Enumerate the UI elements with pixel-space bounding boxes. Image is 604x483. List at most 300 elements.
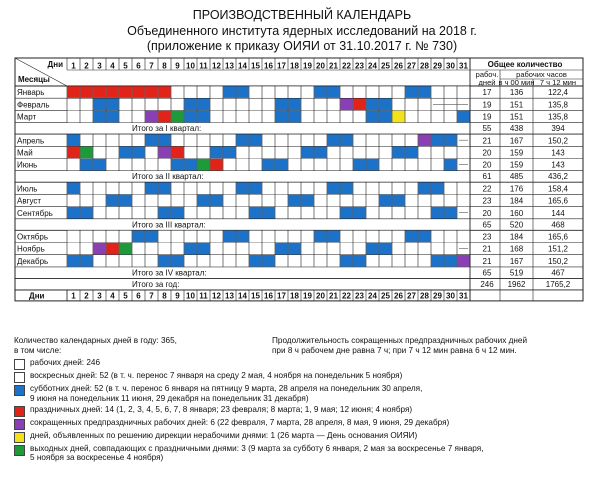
page-subtitle: Объединенного института ядерных исследований на 2018 г. xyxy=(127,23,477,38)
day-cell xyxy=(132,207,144,219)
day-cell xyxy=(236,207,248,219)
month-hours-7h: 135,8 xyxy=(547,112,569,122)
day-cell xyxy=(314,183,326,195)
day-cell xyxy=(93,207,105,219)
quarter-hours-7h: 394 xyxy=(551,124,565,134)
day-cell xyxy=(444,207,456,219)
day-number-footer: 14 xyxy=(238,291,247,301)
day-cell xyxy=(314,243,326,255)
day-number-footer: 23 xyxy=(355,291,364,301)
day-number-header: 8 xyxy=(162,61,167,71)
day-cell xyxy=(444,183,456,195)
day-cell xyxy=(184,86,196,98)
day-cell xyxy=(379,183,391,195)
day-cell xyxy=(340,243,352,255)
legend-swatch xyxy=(14,359,25,370)
day-number-header: 23 xyxy=(355,61,364,71)
day-cell xyxy=(236,195,248,207)
day-cell xyxy=(184,231,196,243)
day-number-header: 3 xyxy=(97,61,102,71)
day-cell xyxy=(314,207,326,219)
day-cell xyxy=(249,111,261,123)
day-cell xyxy=(249,159,261,171)
day-cell xyxy=(119,207,131,219)
day-cell xyxy=(236,183,248,195)
day-cell xyxy=(210,147,222,159)
month-name: Август xyxy=(17,196,42,206)
day-cell xyxy=(67,231,79,243)
day-cell xyxy=(288,134,300,146)
day-cell xyxy=(158,99,170,111)
day-cell xyxy=(106,134,118,146)
legend-swatch xyxy=(14,406,25,417)
legend-swatch xyxy=(14,372,25,383)
month-workdays: 23 xyxy=(482,196,492,206)
day-cell xyxy=(405,86,417,98)
day-cell xyxy=(405,111,417,123)
day-cell xyxy=(444,243,456,255)
day-cell xyxy=(171,183,183,195)
day-cell xyxy=(392,207,404,219)
day-cell xyxy=(340,134,352,146)
day-cell xyxy=(119,183,131,195)
day-cell xyxy=(301,207,313,219)
month-hours-7h: 143 xyxy=(551,160,565,170)
month-workdays: 21 xyxy=(482,136,492,146)
day-cell xyxy=(340,99,352,111)
day-cell xyxy=(366,134,378,146)
day-cell xyxy=(392,111,404,123)
month-hours-8h: 159 xyxy=(509,148,524,158)
day-cell xyxy=(444,86,456,98)
day-cell xyxy=(431,183,443,195)
day-cell xyxy=(80,86,92,98)
day-cell xyxy=(262,195,274,207)
day-cell xyxy=(262,231,274,243)
day-number-footer: 2 xyxy=(84,291,89,301)
day-cell xyxy=(327,99,339,111)
day-cell xyxy=(301,111,313,123)
day-number-footer: 26 xyxy=(394,291,403,301)
day-cell xyxy=(80,243,92,255)
day-number-footer: 5 xyxy=(123,291,128,301)
quarter-hours-7h: 468 xyxy=(551,220,565,230)
day-cell xyxy=(158,207,170,219)
day-cell xyxy=(210,207,222,219)
day-cell xyxy=(366,255,378,267)
col-hours-label: рабочих часов xyxy=(516,70,567,79)
quarter-total-label: Итого за II квартал: xyxy=(132,172,204,182)
day-cell xyxy=(184,99,196,111)
day-cell xyxy=(392,99,404,111)
legend-text: воскресных дней: 52 (в т. ч. перенос 7 января на среду 2 мая, 4 ноября на понедельник 5 ноября) xyxy=(30,371,403,380)
day-cell xyxy=(119,159,131,171)
order-reference: (приложение к приказу ОИЯИ от 31.10.2017 г. № 730) xyxy=(146,39,458,53)
day-cell xyxy=(197,134,209,146)
day-cell xyxy=(119,86,131,98)
day-cell xyxy=(67,111,79,123)
day-cell xyxy=(457,231,469,243)
day-number-header: 20 xyxy=(316,61,325,71)
day-cell xyxy=(379,195,391,207)
day-cell xyxy=(431,111,443,123)
day-cell xyxy=(301,134,313,146)
day-cell xyxy=(327,111,339,123)
day-cell xyxy=(223,243,235,255)
day-cell xyxy=(223,183,235,195)
day-cell xyxy=(145,243,157,255)
day-number-footer: 21 xyxy=(329,291,338,301)
day-cell xyxy=(288,255,300,267)
day-cell xyxy=(262,243,274,255)
day-cell xyxy=(379,243,391,255)
day-cell xyxy=(171,134,183,146)
day-cell xyxy=(366,111,378,123)
day-number-header: 28 xyxy=(420,61,429,71)
col-workdays-label: дней xyxy=(478,78,496,87)
month-workdays: 19 xyxy=(482,100,492,110)
day-cell xyxy=(210,255,222,267)
day-cell xyxy=(366,159,378,171)
day-cell xyxy=(275,99,287,111)
day-cell xyxy=(288,147,300,159)
day-cell xyxy=(275,86,287,98)
day-number-header: 18 xyxy=(290,61,299,71)
day-cell xyxy=(301,99,313,111)
day-cell xyxy=(145,86,157,98)
day-cell xyxy=(314,195,326,207)
year-hours-8h: 1962 xyxy=(507,279,526,289)
month-hours-8h: 167 xyxy=(509,136,524,146)
day-cell xyxy=(366,147,378,159)
year-workdays: 246 xyxy=(480,279,494,289)
day-cell xyxy=(327,86,339,98)
day-number-footer: 16 xyxy=(264,291,273,301)
day-cell xyxy=(301,183,313,195)
day-number-header: 24 xyxy=(368,61,377,71)
day-cell xyxy=(184,183,196,195)
day-cell xyxy=(418,243,430,255)
day-cell xyxy=(80,99,92,111)
day-cell xyxy=(288,111,300,123)
day-cell xyxy=(67,183,79,195)
month-workdays: 19 xyxy=(482,112,492,122)
day-cell xyxy=(236,159,248,171)
day-cell xyxy=(106,111,118,123)
day-cell xyxy=(301,195,313,207)
day-cell xyxy=(67,147,79,159)
day-cell xyxy=(327,207,339,219)
day-cell xyxy=(210,86,222,98)
month-hours-8h: 160 xyxy=(509,208,524,218)
day-number-footer: 20 xyxy=(316,291,325,301)
day-cell xyxy=(366,99,378,111)
day-number-footer: 24 xyxy=(368,291,377,301)
day-cell xyxy=(444,159,456,171)
day-cell xyxy=(106,99,118,111)
day-number-footer: 12 xyxy=(212,291,221,301)
day-cell xyxy=(366,183,378,195)
month-hours-8h: 168 xyxy=(509,244,524,254)
day-number-header: 26 xyxy=(394,61,403,71)
day-number-header: 19 xyxy=(303,61,312,71)
day-cell xyxy=(275,243,287,255)
day-cell xyxy=(197,207,209,219)
month-workdays: 20 xyxy=(482,208,492,218)
day-cell xyxy=(327,243,339,255)
day-cell xyxy=(340,231,352,243)
day-cell xyxy=(132,243,144,255)
day-cell xyxy=(197,86,209,98)
day-cell xyxy=(353,147,365,159)
day-cell xyxy=(223,86,235,98)
day-cell xyxy=(249,134,261,146)
day-cell xyxy=(249,86,261,98)
day-cell xyxy=(366,195,378,207)
day-cell xyxy=(405,147,417,159)
day-cell xyxy=(171,207,183,219)
month-hours-7h: 143 xyxy=(551,148,565,158)
day-number-header: 1 xyxy=(71,61,76,71)
day-cell xyxy=(392,159,404,171)
day-cell xyxy=(457,255,469,267)
day-cell xyxy=(288,159,300,171)
quarter-total-label: Итого за IV квартал: xyxy=(132,268,207,278)
day-cell xyxy=(145,255,157,267)
day-cell xyxy=(418,111,430,123)
day-cell xyxy=(353,195,365,207)
day-cell xyxy=(249,255,261,267)
quarter-hours-8h: 520 xyxy=(509,220,524,230)
short-day-note: Продолжительность сокращенных предпраздничных рабочих дней при 8 ч рабочем дне равна 7 ч; при 7 ч 12 мин равна 6 ч 12 мин. xyxy=(272,336,528,355)
month-hours-8h: 167 xyxy=(509,256,524,266)
day-cell xyxy=(444,134,456,146)
day-cell xyxy=(145,159,157,171)
day-cell xyxy=(288,86,300,98)
month-name: Октябрь xyxy=(17,232,49,242)
day-number-footer: 15 xyxy=(251,291,260,301)
day-cell xyxy=(340,159,352,171)
day-cell xyxy=(353,243,365,255)
day-cell xyxy=(392,231,404,243)
col-7h-label: 7 ч 12 мин xyxy=(539,78,577,87)
day-cell xyxy=(340,111,352,123)
day-cell xyxy=(262,134,274,146)
day-cell xyxy=(405,243,417,255)
day-cell xyxy=(457,183,469,195)
day-cell xyxy=(275,231,287,243)
day-cell xyxy=(119,111,131,123)
day-number-header: 29 xyxy=(433,61,442,71)
day-cell xyxy=(314,147,326,159)
day-cell xyxy=(145,207,157,219)
month-workdays: 23 xyxy=(482,232,492,242)
day-cell xyxy=(262,183,274,195)
day-cell xyxy=(236,99,248,111)
day-cell xyxy=(392,86,404,98)
day-cell xyxy=(431,255,443,267)
day-cell xyxy=(249,231,261,243)
day-number-footer: 27 xyxy=(407,291,416,301)
day-cell xyxy=(353,99,365,111)
month-name: Март xyxy=(17,112,37,122)
day-cell xyxy=(431,207,443,219)
day-cell xyxy=(301,86,313,98)
day-cell xyxy=(444,111,456,123)
month-name: Июнь xyxy=(17,160,38,170)
month-name: Сентябрь xyxy=(17,208,53,218)
day-cell xyxy=(379,207,391,219)
quarter-total-label: Итого за I квартал: xyxy=(132,124,202,134)
day-cell xyxy=(145,147,157,159)
day-cell xyxy=(340,255,352,267)
month-workdays: 20 xyxy=(482,148,492,158)
legend-text: субботних дней: 52 (в т. ч. перенос 6 января на пятницу 9 марта, 28 апреля на понедельник 30 апреля, 9 июня на понедельник 11 июня, 29 декабря на понедельник 31 декабря) xyxy=(30,384,423,403)
quarter-workdays: 61 xyxy=(482,172,492,182)
day-cell xyxy=(236,147,248,159)
day-cell xyxy=(327,159,339,171)
day-cell xyxy=(223,134,235,146)
day-cell xyxy=(119,231,131,243)
day-cell xyxy=(171,86,183,98)
day-cell xyxy=(314,255,326,267)
day-cell xyxy=(106,147,118,159)
day-cell xyxy=(418,159,430,171)
day-cell xyxy=(171,255,183,267)
day-cell xyxy=(301,243,313,255)
day-cell xyxy=(405,231,417,243)
day-cell xyxy=(184,243,196,255)
day-cell xyxy=(236,134,248,146)
day-number-header: 9 xyxy=(175,61,180,71)
day-cell xyxy=(275,207,287,219)
day-number-footer: 18 xyxy=(290,291,299,301)
day-cell xyxy=(405,99,417,111)
day-number-footer: 6 xyxy=(136,291,141,301)
day-cell xyxy=(249,99,261,111)
day-cell xyxy=(119,255,131,267)
day-cell xyxy=(418,231,430,243)
day-cell xyxy=(210,159,222,171)
day-cell xyxy=(418,86,430,98)
day-cell xyxy=(418,99,430,111)
day-cell xyxy=(197,159,209,171)
day-cell xyxy=(262,111,274,123)
day-cell xyxy=(457,195,469,207)
month-hours-7h: 165,6 xyxy=(547,232,569,242)
month-hours-7h: 151,2 xyxy=(547,244,569,254)
day-cell xyxy=(431,195,443,207)
legend-text: выходных дней, совпадающих с праздничными днями: 3 (9 марта за субботу 6 января, 2 мая за воскресенье 7 января, 5 ноября за воскресенье 4 ноября) xyxy=(30,443,484,463)
day-cell xyxy=(171,111,183,123)
day-number-header: 25 xyxy=(381,61,390,71)
day-number-footer: 10 xyxy=(186,291,195,301)
day-cell xyxy=(158,195,170,207)
quarter-hours-8h: 519 xyxy=(509,268,524,278)
month-hours-8h: 136 xyxy=(509,88,524,98)
day-cell xyxy=(197,111,209,123)
total-header: Общее количество xyxy=(487,60,563,69)
day-cell xyxy=(431,147,443,159)
day-cell xyxy=(275,159,287,171)
day-cell xyxy=(327,183,339,195)
day-cell xyxy=(132,86,144,98)
day-cell xyxy=(106,255,118,267)
day-cell xyxy=(275,195,287,207)
day-cell xyxy=(80,207,92,219)
month-hours-8h: 151 xyxy=(509,112,524,122)
month-hours-8h: 176 xyxy=(509,184,524,194)
day-cell xyxy=(379,147,391,159)
day-cell xyxy=(93,195,105,207)
day-cell xyxy=(158,243,170,255)
day-cell xyxy=(392,134,404,146)
day-cell xyxy=(132,183,144,195)
day-cell xyxy=(158,111,170,123)
day-cell xyxy=(444,147,456,159)
day-cell xyxy=(171,195,183,207)
day-number-header: 2 xyxy=(84,61,89,71)
day-cell xyxy=(223,111,235,123)
day-cell xyxy=(431,86,443,98)
day-cell xyxy=(262,99,274,111)
day-number-footer: 22 xyxy=(342,291,351,301)
day-cell xyxy=(171,159,183,171)
day-cell xyxy=(197,99,209,111)
day-cell xyxy=(80,231,92,243)
day-cell xyxy=(379,231,391,243)
day-cell xyxy=(392,243,404,255)
month-name: Июль xyxy=(17,184,38,194)
day-cell xyxy=(93,86,105,98)
day-cell xyxy=(405,183,417,195)
day-cell xyxy=(93,159,105,171)
day-cell xyxy=(418,255,430,267)
day-cell xyxy=(327,147,339,159)
month-hours-8h: 159 xyxy=(509,160,524,170)
day-cell xyxy=(93,231,105,243)
month-hours-7h: 150,2 xyxy=(547,136,569,146)
day-cell xyxy=(67,243,79,255)
day-cell xyxy=(314,99,326,111)
day-number-footer: 8 xyxy=(162,291,167,301)
day-cell xyxy=(223,207,235,219)
month-hours-7h: 165,6 xyxy=(547,196,569,206)
day-cell xyxy=(145,183,157,195)
day-cell xyxy=(431,243,443,255)
day-cell xyxy=(405,134,417,146)
legend-swatch xyxy=(14,419,25,430)
day-cell xyxy=(171,147,183,159)
legend-swatch xyxy=(14,445,25,456)
day-number-header: 31 xyxy=(459,61,468,71)
day-cell xyxy=(405,207,417,219)
day-number-footer: 9 xyxy=(175,291,180,301)
day-cell xyxy=(106,231,118,243)
day-cell xyxy=(236,86,248,98)
day-number-footer: 28 xyxy=(420,291,429,301)
day-cell xyxy=(223,255,235,267)
day-cell xyxy=(67,159,79,171)
day-number-footer: 19 xyxy=(303,291,312,301)
day-cell xyxy=(158,183,170,195)
day-cell xyxy=(288,99,300,111)
day-number-header: 5 xyxy=(123,61,128,71)
month-workdays: 20 xyxy=(482,160,492,170)
day-number-footer: 11 xyxy=(199,291,208,301)
day-cell xyxy=(158,255,170,267)
legend-swatch xyxy=(14,385,25,396)
